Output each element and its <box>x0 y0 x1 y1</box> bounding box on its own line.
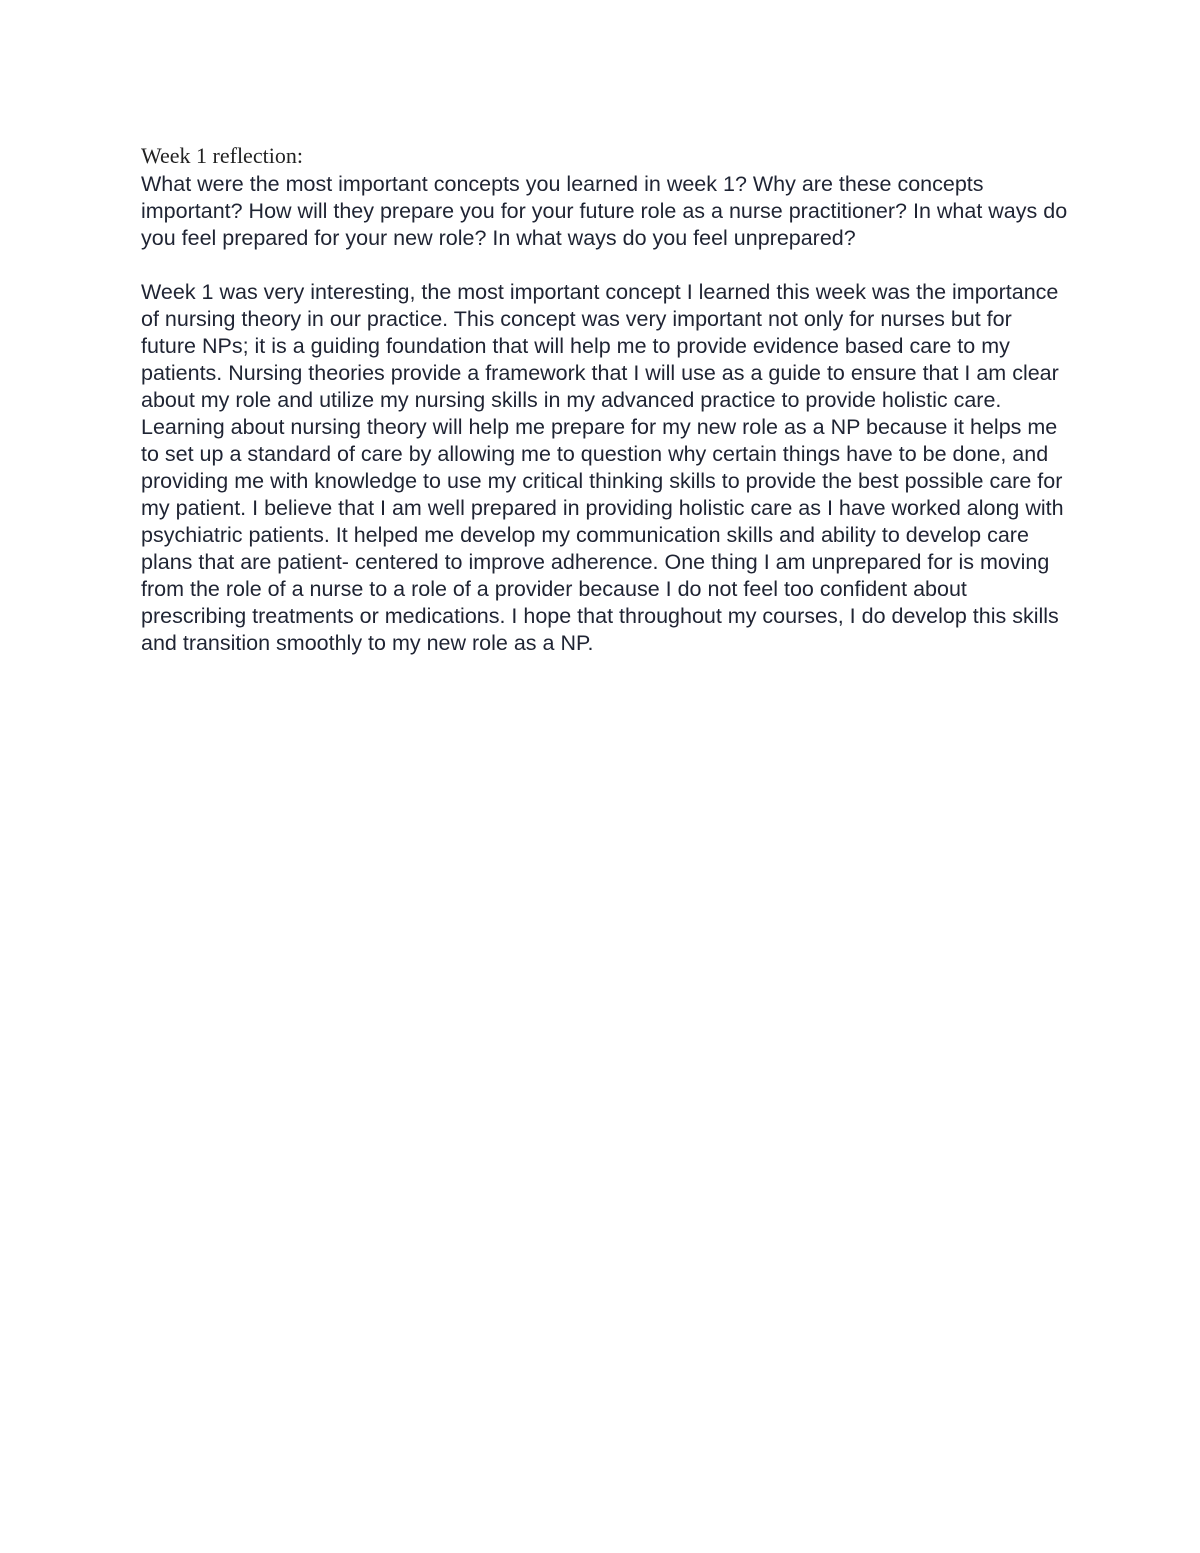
reflection-response: Week 1 was very interesting, the most important concept I learned this week was the importance of nursing theory in our practice. This concept was very important not only for nurses but for future NPs; it is a guiding foundation that will help me to provide evidence based care to my patients. Nursing theories provide a framework that I will use as a guide to ensure that I am clear about my role and utilize my nursing skills in my advanced practice to provide holistic care. Learning about nursing theory will help me prepare for my new role as a NP because it helps me to set up a standard of care by allowing me to question why certain things have to be done, and providing me with knowledge to use my critical thinking skills to provide the best possible care for my patient. I believe that I am well prepared in providing holistic care as I have worked along with psychiatric patients. It helped me develop my communication skills and ability to develop care plans that are patient- centered to improve adherence. One thing I am unprepared for is moving from the role of a nurse to a role of a provider because I do not feel too confident about prescribing treatments or medications. I hope that throughout my courses, I do develop this skills and transition smoothly to my new role as a NP. <box>141 280 1064 655</box>
document-heading: Week 1 reflection: <box>141 143 303 168</box>
document-content <box>141 141 1071 657</box>
reflection-prompt: What were the most important concepts you learned in week 1? Why are these concepts important? How will they prepare you for your future role as a nurse practitioner? In what ways do you feel prepared for your new role? In what ways do you feel unprepared? <box>141 172 1068 250</box>
